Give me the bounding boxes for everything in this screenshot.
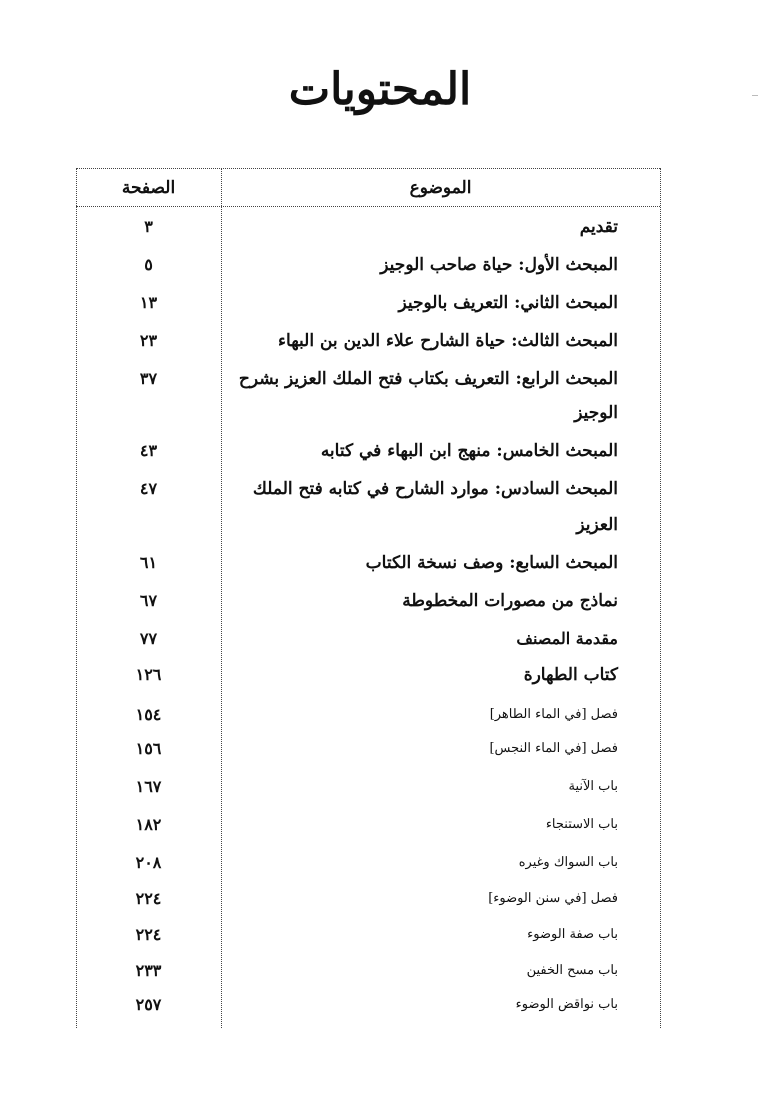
toc-page-number: ٦١ bbox=[139, 553, 158, 572]
table-top-border bbox=[76, 168, 660, 169]
toc-page-number: ٢٣ bbox=[139, 331, 158, 350]
toc-topic-continuation: الوجيز bbox=[574, 403, 618, 423]
toc-page-number: ٧٧ bbox=[139, 629, 158, 648]
toc-topic: باب الاستنجاء bbox=[545, 817, 618, 832]
header-divider bbox=[76, 206, 660, 207]
toc-topic: فصل [في الماء الطاهر] bbox=[489, 707, 618, 722]
toc-topic: فصل [في الماء النجس] bbox=[489, 741, 618, 756]
toc-topic: باب مسح الخفين bbox=[526, 963, 618, 978]
toc-page-number: ٣٧ bbox=[139, 369, 158, 388]
toc-page-number: ٢٥٧ bbox=[135, 995, 162, 1014]
table-right-border bbox=[660, 168, 661, 1028]
toc-page-number: ١٢٦ bbox=[135, 665, 162, 684]
toc-page-number: ١٦٧ bbox=[135, 777, 162, 796]
toc-topic: المبحث الثالث: حياة الشارح علاء الدين بن البهاء bbox=[278, 331, 618, 351]
toc-page-number: ١٨٢ bbox=[135, 815, 162, 834]
toc-page-number: ٤٣ bbox=[139, 441, 158, 460]
toc-topic: فصل [في سنن الوضوء] bbox=[488, 891, 618, 906]
toc-topic: المبحث السادس: موارد الشارح في كتابه فتح الملك bbox=[252, 479, 618, 499]
toc-page-number: ٢٠٨ bbox=[135, 853, 162, 872]
toc-page-number: ٣ bbox=[144, 217, 153, 236]
toc-topic: المبحث الثاني: التعريف بالوجيز bbox=[398, 293, 618, 313]
toc-topic: باب نواقض الوضوء bbox=[515, 997, 618, 1012]
toc-page-number: ٥ bbox=[144, 255, 153, 274]
toc-topic-continuation: العزيز bbox=[576, 515, 618, 535]
toc-page-number: ٢٢٤ bbox=[135, 889, 162, 908]
toc-page-number: ١٥٦ bbox=[135, 739, 162, 758]
toc-table bbox=[76, 168, 660, 1028]
toc-topic: باب السواك وغيره bbox=[518, 855, 618, 870]
scan-edge-mark bbox=[752, 95, 758, 96]
toc-topic: باب الآنية bbox=[568, 779, 618, 794]
toc-page-number: ٦٧ bbox=[139, 591, 158, 610]
toc-topic: باب صفة الوضوء bbox=[527, 927, 618, 942]
toc-topic: تقديم bbox=[579, 217, 618, 237]
page-title: المحتويات bbox=[288, 64, 472, 115]
toc-page-number: ٢٣٣ bbox=[135, 961, 162, 980]
toc-topic: المبحث السابع: وصف نسخة الكتاب bbox=[365, 553, 618, 573]
page-column-header: الصفحة bbox=[121, 178, 176, 198]
toc-topic: مقدمة المصنف bbox=[516, 629, 618, 648]
topic-column-header: الموضوع bbox=[409, 178, 472, 198]
toc-topic: المبحث الأول: حياة صاحب الوجيز bbox=[380, 255, 618, 275]
toc-page-number: ١٥٤ bbox=[135, 705, 162, 724]
toc-topic: المبحث الرابع: التعريف بكتاب فتح الملك العزيز بشرح bbox=[238, 369, 618, 389]
toc-page-number: ٤٧ bbox=[139, 479, 158, 498]
toc-page-number: ٢٢٤ bbox=[135, 925, 162, 944]
toc-topic: كتاب الطهارة bbox=[523, 665, 618, 685]
column-divider bbox=[221, 168, 222, 1028]
toc-topic: نماذج من مصورات المخطوطة bbox=[402, 591, 618, 611]
toc-page-number: ١٣ bbox=[139, 293, 158, 312]
toc-topic: المبحث الخامس: منهج ابن البهاء في كتابه bbox=[320, 441, 618, 461]
